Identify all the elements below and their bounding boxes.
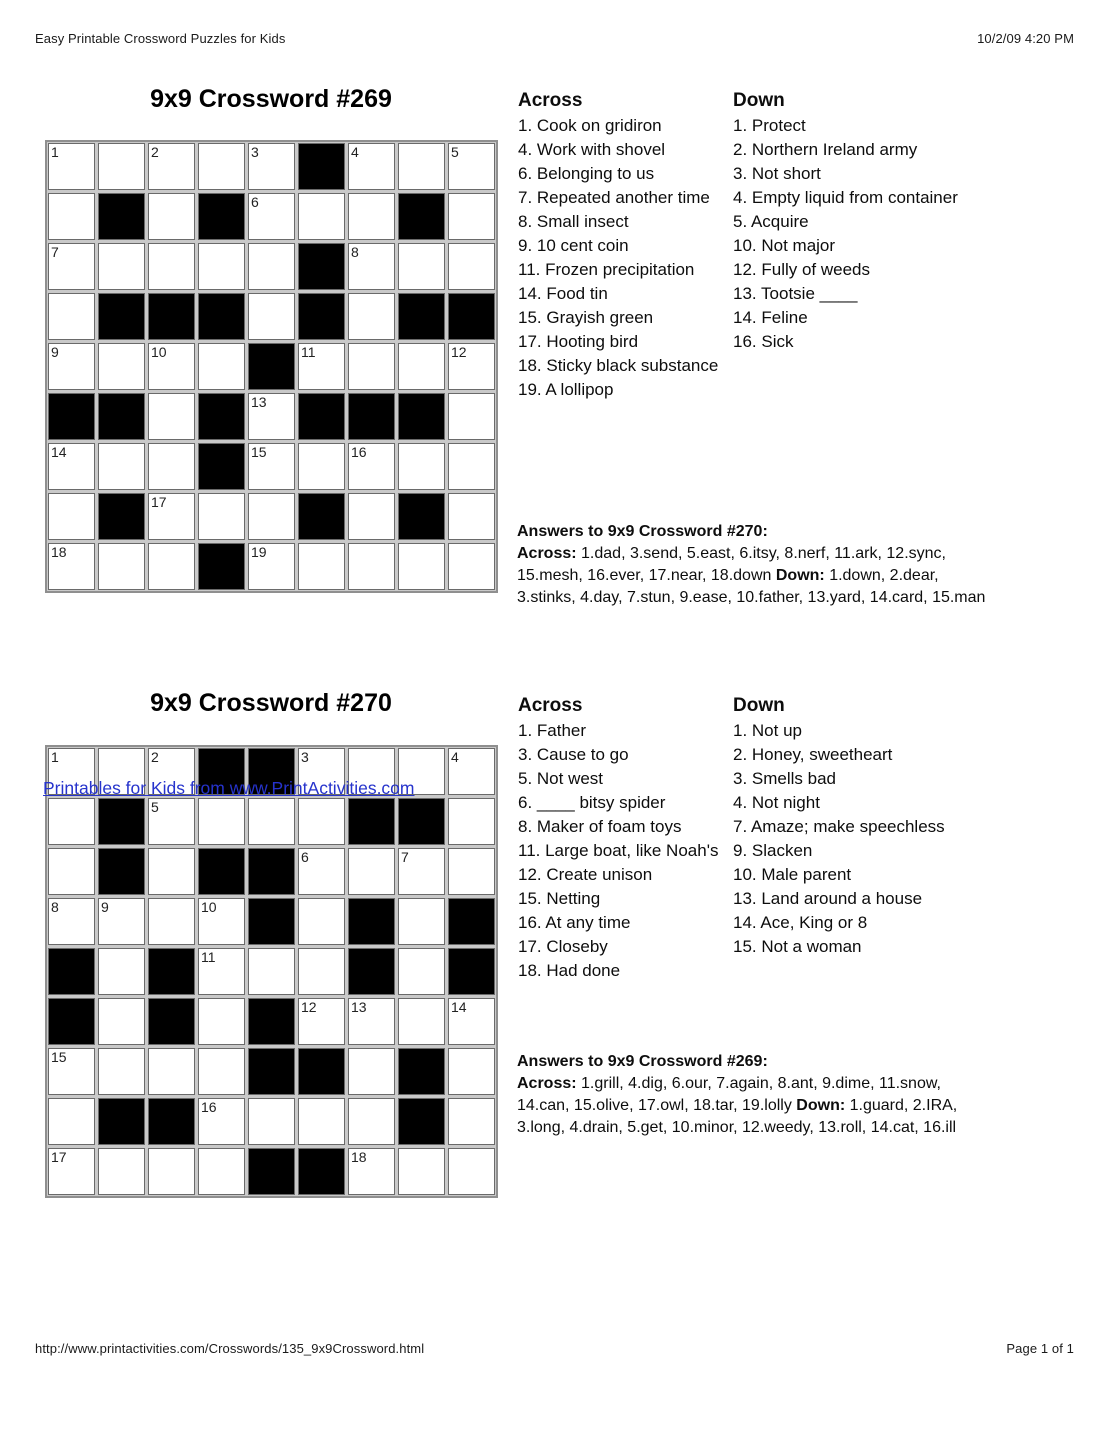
grid-cell-black [198,443,245,490]
clue-item: 6. ____ bitsy spider [518,793,666,812]
grid-cell [398,998,445,1045]
grid-cell [198,343,245,390]
answers-269-across-text: 1.grill, 4.dig, 6.our, 7.again, 8.ant, 9.dime, 11.snow, 14.can, 15.olive, 17.owl, 18.tar, 19.lolly [517,1075,941,1114]
cell-number: 18 [351,1149,367,1165]
grid-cell [348,1048,395,1095]
clue-item: 6. Belonging to us [518,164,655,183]
answers-269-body [517,1073,991,1139]
grid-cell [448,748,495,795]
grid-cell [248,798,295,845]
puzzle1-across-heading: Across [518,90,583,111]
grid-cell [148,848,195,895]
cell-number: 19 [251,544,267,560]
grid-cell-black [398,798,445,845]
grid-cell [48,493,95,540]
footer-url: http://www.printactivities.com/Crosswords/135_9x9Crossword.html [35,1341,425,1356]
clue-item: 3. Cause to go [518,745,629,764]
grid-cell-black [398,393,445,440]
clue-item: 1. Father [518,721,587,740]
grid-cell [98,1148,145,1195]
clue-item: 1. Cook on gridiron [518,116,662,135]
grid-cell [348,1148,395,1195]
grid-cell [348,343,395,390]
clue-item: 10. Not major [733,236,836,255]
puzzle2-grid [45,745,498,1198]
clue-item: 4. Work with shovel [518,140,666,159]
puzzle2-title: 9x9 Crossword #270 [150,689,392,717]
grid-cell [448,1148,495,1195]
grid-cell [198,998,245,1045]
grid-cell [48,848,95,895]
cell-number: 14 [451,999,467,1015]
cell-number: 17 [151,494,167,510]
clue-item: 17. Hooting bird [518,332,639,351]
grid-cell [248,443,295,490]
grid-cell [148,1048,195,1095]
grid-cell-black [98,393,145,440]
grid-cell [248,243,295,290]
grid-cell-black [98,293,145,340]
puzzle1-title: 9x9 Crossword #269 [150,85,392,113]
header-title: Easy Printable Crossword Puzzles for Kids [35,31,286,46]
clue-item: 3. Smells bad [733,769,836,788]
answers-270-down-label: Down: [775,567,825,584]
grid-cell [98,1048,145,1095]
grid-cell-black [248,1148,295,1195]
cell-number: 11 [301,344,316,360]
grid-cell [248,293,295,340]
cell-number: 10 [151,344,167,360]
puzzle1-down-column [733,88,969,354]
clue-item: 4. Not night [733,793,820,812]
answers-270-body [517,543,991,609]
grid-cell [348,193,395,240]
grid-cell-black [98,798,145,845]
cell-number: 6 [251,194,259,210]
grid-cell-black [348,898,395,945]
grid-cell [298,898,345,945]
grid-cell [398,243,445,290]
answers-270-title: Answers to 9x9 Crossword #270: [517,523,768,540]
grid-cell-black [148,998,195,1045]
grid-cell [98,343,145,390]
clue-item: 18. Sticky black substance [518,356,719,375]
clue-item: 3. Not short [733,164,821,183]
puzzle2-down-list [733,719,969,959]
grid-cell [248,1098,295,1145]
puzzle1-across-list [518,114,723,402]
grid-cell [448,798,495,845]
cell-number: 17 [51,1149,67,1165]
grid-cell-black [398,293,445,340]
grid-cell-black [348,948,395,995]
cell-number: 4 [351,144,359,160]
grid-cell [448,543,495,590]
cell-number: 8 [351,244,359,260]
grid-cell-black [198,848,245,895]
clue-item: 14. Ace, King or 8 [733,913,868,932]
grid-cell [48,443,95,490]
grid-cell [298,343,345,390]
grid-cell [98,243,145,290]
grid-cell-black [48,948,95,995]
grid-cell-black [98,493,145,540]
grid-cell [148,493,195,540]
grid-cell [398,898,445,945]
clue-item: 14. Feline [733,308,808,327]
clue-item: 12. Fully of weeds [733,260,871,279]
clue-item: 15. Not a woman [733,937,862,956]
grid-cell-black [148,948,195,995]
clue-item: 15. Netting [518,889,601,908]
grid-cell-black [198,393,245,440]
grid-cell-black [298,493,345,540]
clue-item: 8. Small insect [518,212,629,231]
grid-cell [448,493,495,540]
puzzle1-down-list [733,114,969,354]
grid-cell [348,443,395,490]
clue-item: 13. Tootsie ____ [733,284,858,303]
grid-cell [248,193,295,240]
answers-270-across-text: 1.dad, 3.send, 5.east, 6.itsy, 8.nerf, 11.ark, 12.sync, 15.mesh, 16.ever, 17.near, 18.down [517,545,946,584]
grid-cell [198,1148,245,1195]
grid-cell [248,393,295,440]
grid-cell [448,193,495,240]
grid-cell-black [48,393,95,440]
cell-number: 12 [451,344,467,360]
grid-cell [48,1048,95,1095]
grid-cell [148,798,195,845]
cell-number: 8 [51,899,59,915]
grid-cell [298,998,345,1045]
answers-269-down-label: Down: [796,1097,846,1114]
cell-number: 7 [51,244,59,260]
grid-cell [298,193,345,240]
cell-number: 16 [351,444,367,460]
grid-cell [348,493,395,540]
grid-cell [448,1048,495,1095]
grid-cell-black [348,393,395,440]
cell-number: 3 [301,749,309,765]
grid-cell-black [98,193,145,240]
cell-number: 1 [51,144,59,160]
grid-cell-black [248,998,295,1045]
print-header [35,31,1074,46]
grid-cell-black [448,898,495,945]
grid-cell [48,143,95,190]
grid-cell [98,998,145,1045]
grid-cell [298,543,345,590]
cell-number: 9 [51,344,59,360]
answers-270-across-label: Across: [517,545,577,562]
grid-cell [148,443,195,490]
cell-number: 12 [301,999,317,1015]
grid-cell [198,798,245,845]
grid-cell [48,1098,95,1145]
grid-cell [398,1148,445,1195]
clue-item: 7. Amaze; make speechless [733,817,945,836]
grid-cell-black [298,243,345,290]
clue-item: 2. Honey, sweetheart [733,745,893,764]
grid-cell-black [298,143,345,190]
grid-cell-black [398,493,445,540]
grid-cell [98,898,145,945]
grid-cell [198,243,245,290]
grid-cell [348,143,395,190]
cell-number: 13 [351,999,367,1015]
grid-cell [398,443,445,490]
puzzle1-across-column [518,88,723,402]
grid-cell [148,1148,195,1195]
printactivities-link[interactable]: Printables for Kids from www.PrintActivities.com [43,778,415,798]
grid-cell [148,543,195,590]
grid-cell [448,848,495,895]
grid-cell-black [198,193,245,240]
cell-number: 6 [301,849,309,865]
grid-cell [348,998,395,1045]
clue-item: 14. Food tin [518,284,608,303]
clue-item: 9. 10 cent coin [518,236,629,255]
grid-cell-black [248,848,295,895]
clue-item: 13. Land around a house [733,889,923,908]
grid-cell-black [48,998,95,1045]
clue-item: 10. Male parent [733,865,852,884]
clue-item: 1. Protect [733,116,806,135]
grid-cell [448,1098,495,1145]
grid-cell [298,948,345,995]
clue-item: 19. A lollipop [518,380,614,399]
grid-cell [98,443,145,490]
grid-cell [148,193,195,240]
grid-cell [298,798,345,845]
grid-cell [348,243,395,290]
puzzle2-down-column [733,693,969,959]
grid-cell [48,898,95,945]
grid-cell-black [398,193,445,240]
answers-269-down-text: 1.guard, 2.IRA, 3.long, 4.drain, 5.get, 10.minor, 12.weedy, 13.roll, 14.cat, 16.ill [517,1097,958,1136]
grid-cell [48,798,95,845]
grid-cell-black [98,848,145,895]
grid-cell [248,493,295,540]
cell-number: 5 [451,144,459,160]
grid-cell [398,143,445,190]
clue-item: 5. Acquire [733,212,809,231]
grid-cell-black [248,898,295,945]
cell-number: 16 [201,1099,217,1115]
clue-item: 17. Closeby [518,937,608,956]
clue-item: 8. Maker of foam toys [518,817,682,836]
cell-number: 2 [151,749,159,765]
footer-page-number: Page 1 of 1 [1006,1341,1074,1356]
clue-item: 11. Frozen precipitation [518,260,695,279]
clue-item: 1. Not up [733,721,802,740]
grid-cell [298,443,345,490]
grid-cell [48,293,95,340]
grid-cell [148,393,195,440]
clue-item: 15. Grayish green [518,308,654,327]
grid-cell [448,998,495,1045]
grid-cell [298,848,345,895]
cell-number: 1 [51,749,59,765]
grid-cell [98,543,145,590]
grid-cell-black [98,1098,145,1145]
puzzle1-down-heading: Down [733,90,785,111]
grid-cell [448,393,495,440]
grid-cell-black [348,798,395,845]
answers-block-270 [517,521,991,609]
grid-cell [198,1098,245,1145]
grid-cell [348,1098,395,1145]
grid-cell [348,848,395,895]
grid-cell-black [148,1098,195,1145]
grid-cell [48,243,95,290]
grid-cell-black [448,293,495,340]
cell-number: 9 [101,899,109,915]
cell-number: 15 [51,1049,67,1065]
clue-item: 9. Slacken [733,841,813,860]
grid-cell [148,343,195,390]
grid-cell [98,948,145,995]
grid-cell [248,543,295,590]
clue-item: 16. Sick [733,332,794,351]
grid-cell [48,193,95,240]
grid-cell-black [398,1098,445,1145]
grid-cell [248,948,295,995]
puzzle2-down-heading: Down [733,695,785,716]
clue-item: 5. Not west [518,769,604,788]
grid-cell [148,243,195,290]
cell-number: 18 [51,544,67,560]
answers-269-title: Answers to 9x9 Crossword #269: [517,1053,768,1070]
grid-cell [248,143,295,190]
grid-cell [198,1048,245,1095]
clue-item: 7. Repeated another time [518,188,710,207]
clue-item: 18. Had done [518,961,621,980]
grid-cell-black [298,293,345,340]
puzzle2-across-list [518,719,723,983]
grid-cell [398,343,445,390]
cell-number: 15 [251,444,267,460]
grid-cell [398,848,445,895]
cell-number: 3 [251,144,259,160]
grid-cell [198,143,245,190]
grid-cell-black [198,293,245,340]
grid-cell-black [448,948,495,995]
grid-cell-black [248,343,295,390]
puzzle2-across-column [518,693,723,983]
grid-cell [48,343,95,390]
cell-number: 10 [201,899,217,915]
clue-item: 4. Empty liquid from container [733,188,958,207]
grid-cell [398,543,445,590]
cell-number: 5 [151,799,159,815]
grid-cell [448,243,495,290]
clue-item: 2. Northern Ireland army [733,140,918,159]
grid-cell-black [298,1148,345,1195]
cell-number: 4 [451,749,459,765]
grid-cell-black [398,1048,445,1095]
print-footer [35,1341,1074,1356]
grid-cell [398,948,445,995]
cell-number: 7 [401,849,409,865]
cell-number: 13 [251,394,267,410]
grid-cell [348,293,395,340]
cell-number: 2 [151,144,159,160]
grid-cell [348,543,395,590]
grid-cell [198,948,245,995]
grid-cell [148,898,195,945]
grid-cell-black [298,1048,345,1095]
answers-block-269 [517,1051,991,1139]
grid-cell [148,143,195,190]
grid-cell [448,143,495,190]
clue-item: 11. Large boat, like Noah's [518,841,719,860]
grid-cell-black [148,293,195,340]
grid-cell [48,543,95,590]
grid-cell-black [248,1048,295,1095]
header-datetime: 10/2/09 4:20 PM [977,31,1074,46]
clue-item: 16. At any time [518,913,631,932]
grid-cell [448,343,495,390]
grid-cell-black [298,393,345,440]
clue-item: 12. Create unison [518,865,653,884]
answers-270-down-text: 1.down, 2.dear, 3.stinks, 4.day, 7.stun, 9.ease, 10.father, 13.yard, 14.card, 15.man [517,567,986,606]
grid-cell [448,443,495,490]
grid-cell [298,1098,345,1145]
grid-cell [198,493,245,540]
puzzle1-grid [45,140,498,593]
grid-cell [198,898,245,945]
answers-269-across-label: Across: [517,1075,577,1092]
cell-number: 14 [51,444,67,460]
grid-cell [48,1148,95,1195]
puzzle2-across-heading: Across [518,695,583,716]
cell-number: 11 [201,949,216,965]
grid-cell-black [198,543,245,590]
grid-cell [98,143,145,190]
